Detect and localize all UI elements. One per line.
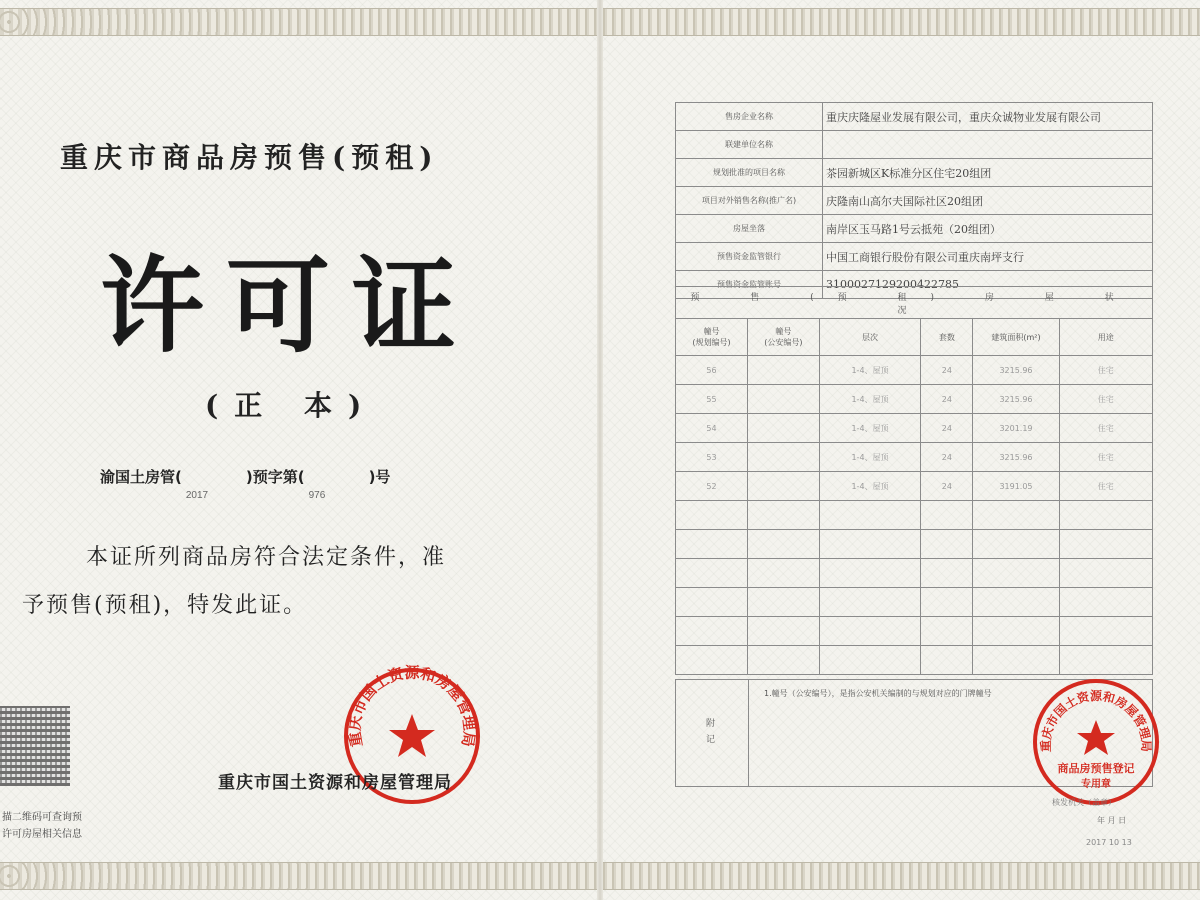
empty-row <box>676 530 1153 559</box>
empty-row <box>676 559 1153 588</box>
table-row <box>676 385 1153 414</box>
cell-units: 24 <box>921 356 973 385</box>
cell-plan: 52 <box>676 472 748 501</box>
info-label: 售房企业名称 <box>676 103 823 131</box>
qr-note-line-2: 许可房屋相关信息 <box>2 829 82 840</box>
cell-floors: 1-4、屋顶 <box>819 443 920 472</box>
cell-police <box>747 385 819 414</box>
empty-cell <box>1059 646 1152 675</box>
empty-cell <box>973 646 1059 675</box>
info-row <box>676 103 1153 131</box>
info-row <box>676 215 1153 243</box>
empty-cell <box>973 617 1059 646</box>
cell-floors: 1-4、屋顶 <box>819 472 920 501</box>
empty-cell <box>747 559 819 588</box>
column-header: 建筑面积(m²) <box>973 319 1059 356</box>
issuing-authority-label: 核发机关（盖章） <box>1052 798 1116 807</box>
info-value: 茶园新城区K标准分区住宅20组团 <box>823 159 1153 187</box>
cell-area: 3215.96 <box>973 385 1059 414</box>
cell-police <box>747 356 819 385</box>
empty-cell <box>1059 588 1152 617</box>
date-label: 年 月 日 <box>1097 816 1127 825</box>
empty-cell <box>973 559 1059 588</box>
column-header: 幢号 (规划编号) <box>676 319 748 356</box>
issue-date: 2017 10 13 <box>1086 838 1132 847</box>
cell-use: 住宅 <box>1059 414 1152 443</box>
note-text: 1.幢号（公安编号），是指公安机关编制的与规划对应的门牌幢号 <box>764 689 992 698</box>
empty-cell <box>1059 559 1152 588</box>
empty-cell <box>676 646 748 675</box>
info-label: 房屋坐落 <box>676 215 823 243</box>
table-row <box>676 472 1153 501</box>
registration-seal <box>1030 676 1162 808</box>
cell-units: 24 <box>921 472 973 501</box>
issuing-authority: 重庆市国土资源和房屋管理局 <box>218 773 452 793</box>
empty-cell <box>973 530 1059 559</box>
empty-cell <box>921 617 973 646</box>
cell-use: 住宅 <box>1059 443 1152 472</box>
empty-row <box>676 501 1153 530</box>
info-label: 预售资金监管账号 <box>676 271 823 299</box>
project-info-table <box>675 102 1153 299</box>
cell-use: 住宅 <box>1059 385 1152 414</box>
info-value: 重庆庆隆屋业发展有限公司，重庆众诚物业发展有限公司 <box>823 103 1153 131</box>
cell-use: 住宅 <box>1059 356 1152 385</box>
info-value: 中国工商银行股份有限公司重庆南坪支行 <box>823 243 1153 271</box>
empty-cell <box>819 588 920 617</box>
seal-star-icon <box>389 714 435 757</box>
seal-sub-2: 专用章 <box>1081 779 1111 790</box>
empty-cell <box>676 530 748 559</box>
cell-floors: 1-4、屋顶 <box>819 385 920 414</box>
seal-sub-1: 商品房预售登记 <box>1057 762 1135 775</box>
certificate-subtitle: 重庆市商品房预售(预租) <box>60 141 439 174</box>
info-value: 庆隆南山高尔夫国际社区20组团 <box>823 187 1153 215</box>
empty-cell <box>819 530 920 559</box>
cell-plan: 55 <box>676 385 748 414</box>
number-prefix: 渝国土房管( <box>100 468 182 486</box>
cell-units: 24 <box>921 443 973 472</box>
number-suffix: )号 <box>368 468 391 486</box>
empty-cell <box>1059 530 1152 559</box>
column-header: 用途 <box>1059 319 1152 356</box>
empty-cell <box>1059 501 1152 530</box>
cell-plan: 53 <box>676 443 748 472</box>
table-row <box>676 443 1153 472</box>
statement-line-1: 本证所列商品房符合法定条件，准 <box>86 545 447 570</box>
empty-cell <box>921 530 973 559</box>
empty-cell <box>1059 617 1152 646</box>
info-row <box>676 159 1153 187</box>
column-header: 套数 <box>921 319 973 356</box>
empty-row <box>676 588 1153 617</box>
table-row <box>676 356 1153 385</box>
statement-line-2: 予预售(预租)，特发此证。 <box>22 593 308 618</box>
empty-cell <box>747 530 819 559</box>
empty-cell <box>921 559 973 588</box>
empty-cell <box>973 588 1059 617</box>
empty-cell <box>819 501 920 530</box>
cell-area: 3191.05 <box>973 472 1059 501</box>
empty-cell <box>819 646 920 675</box>
empty-cell <box>676 588 748 617</box>
qr-code <box>0 706 70 786</box>
page-fold <box>597 0 603 900</box>
section-caption: 预 售 (预 租) 房 屋 状 况 <box>676 287 1153 319</box>
column-header: 幢号 (公安编号) <box>747 319 819 356</box>
certificate-title: 许可证 <box>100 244 479 367</box>
empty-cell <box>747 588 819 617</box>
empty-cell <box>819 617 920 646</box>
empty-cell <box>819 559 920 588</box>
certificate-number <box>100 466 391 501</box>
cell-units: 24 <box>921 385 973 414</box>
empty-cell <box>921 501 973 530</box>
seal-left-text: 重庆市国土资源和房屋管理局 <box>345 664 479 749</box>
cell-plan: 56 <box>676 356 748 385</box>
cell-police <box>747 443 819 472</box>
notes-label: 附记 <box>706 719 716 745</box>
empty-cell <box>973 501 1059 530</box>
empty-cell <box>747 646 819 675</box>
info-label: 项目对外销售名称(推广名) <box>676 187 823 215</box>
info-value <box>823 131 1153 159</box>
column-header: 层次 <box>819 319 920 356</box>
copy-type: (正 本) <box>205 389 378 422</box>
cell-area: 3215.96 <box>973 356 1059 385</box>
empty-cell <box>747 617 819 646</box>
cell-use: 住宅 <box>1059 472 1152 501</box>
seal-right-text: 重庆市国土资源和房屋管理局 <box>1038 689 1154 752</box>
empty-cell <box>676 617 748 646</box>
table-header-row <box>676 319 1153 356</box>
section-caption-row <box>676 287 1153 319</box>
cell-area: 3215.96 <box>973 443 1059 472</box>
info-value: 3100027129200422785 <box>823 271 1153 299</box>
qr-note-line-1: 描二维码可查询预 <box>2 812 82 823</box>
cell-units: 24 <box>921 414 973 443</box>
number-mid: )预字第( <box>245 468 305 486</box>
year-value: 2017 <box>185 490 209 501</box>
empty-row <box>676 646 1153 675</box>
cell-floors: 1-4、屋顶 <box>819 414 920 443</box>
seal-star-icon <box>1077 720 1115 755</box>
cell-police <box>747 414 819 443</box>
info-value: 南岸区玉马路1号云抵苑（20组团） <box>823 215 1153 243</box>
info-row <box>676 243 1153 271</box>
info-label: 规划批准的项目名称 <box>676 159 823 187</box>
table-row <box>676 414 1153 443</box>
cell-police <box>747 472 819 501</box>
empty-cell <box>747 501 819 530</box>
serial-value: 976 <box>308 490 326 501</box>
presale-housing-table <box>675 286 1153 675</box>
empty-cell <box>676 501 748 530</box>
info-row <box>676 187 1153 215</box>
info-label: 预售资金监管银行 <box>676 243 823 271</box>
empty-cell <box>676 559 748 588</box>
empty-cell <box>921 588 973 617</box>
cell-area: 3201.19 <box>973 414 1059 443</box>
empty-row <box>676 617 1153 646</box>
cell-floors: 1-4、屋顶 <box>819 356 920 385</box>
cell-plan: 54 <box>676 414 748 443</box>
info-label: 联建单位名称 <box>676 131 823 159</box>
info-row <box>676 131 1153 159</box>
empty-cell <box>921 646 973 675</box>
